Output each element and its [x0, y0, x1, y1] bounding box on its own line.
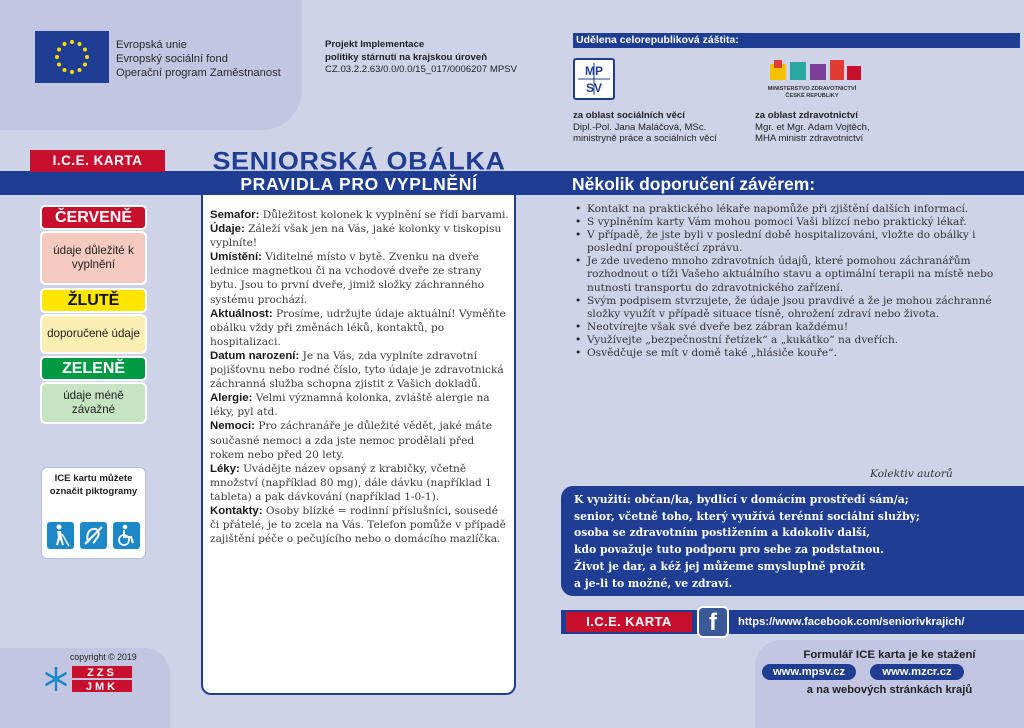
usage-line: K využití: občan/ka, bydlící v domácím prostředí sám/a; [574, 493, 909, 506]
download-title: Formulář ICE karta je ke stažení [803, 649, 976, 661]
rule-key: Umístění: [210, 251, 262, 264]
eu-star [57, 48, 61, 52]
usage-line: osoba se zdravotním postižením a kdokoliv další, [574, 526, 870, 540]
rule-item [210, 504, 510, 546]
facebook-icon[interactable] [697, 606, 729, 638]
mpsv-logo-top: MP [585, 64, 603, 78]
eu-line: Evropský sociální fond [116, 53, 228, 65]
legend-green-text: údaje méně závažné [63, 388, 124, 416]
legend-yellow-head: ŽLUTĚ [40, 288, 147, 313]
blind-person-icon [47, 522, 74, 549]
eu-text [116, 38, 281, 80]
facebook-glyph: f [709, 609, 717, 636]
copyright: copyright © 2019 [70, 652, 137, 662]
recommendation-item: • Svým podpisem stvrzujete, že údaje jsou pravdivé a že je mohou záchranné složky využít v případě situace tísně, ohrožení zdraví nebo života. [573, 295, 1003, 321]
rule-key: Datum narození: [210, 349, 300, 362]
mpsv-web-link[interactable]: www.mpsv.cz [762, 664, 856, 680]
patronage-title: Udělena celorepubliková záštita: [573, 33, 1020, 48]
project-info [325, 39, 517, 77]
rule-key: Aktuálnost: [210, 307, 273, 320]
legend-yellow-body [40, 314, 147, 354]
mzcr-caption-line: ČESKÉ REPUBLIKY [785, 93, 839, 99]
legend-red-head: ČERVENĚ [40, 205, 147, 230]
usage-text [574, 492, 1014, 592]
rules-text [210, 208, 510, 546]
project-line: Projekt Implementace [325, 39, 425, 50]
mpsv-logo-icon [573, 58, 615, 100]
usage-line: a je-li to možné, ve zdraví. [574, 576, 733, 590]
usage-line: senior, včetně toho, který využívá terénní sociální služby; [574, 509, 920, 523]
rule-item [210, 250, 510, 306]
rules-title: PRAVIDLA PRO VYPLNĚNÍ [240, 174, 478, 194]
eu-line: Operační program Zaměstnanost [116, 67, 281, 79]
rule-item [210, 419, 510, 461]
eu-star [83, 48, 87, 52]
recommendation-item: • Využívejte „bezpečnostní řetízek“ a „kukátko“ na dveřích. [573, 334, 1003, 347]
ice-karta-badge: I.C.E. KARTA [30, 150, 165, 172]
eu-star [78, 68, 82, 72]
recommendations-title: Několik doporučení závěrem: [572, 174, 816, 194]
eu-star [78, 42, 82, 46]
rule-key: Nemoci: [210, 420, 255, 433]
rule-item [210, 349, 510, 391]
rule-text: Je na Vás, zda vyplníte zdravotní pojišťovnu nebo rodné číslo, tyto údaje je zdravotnická záchranná služba schopna zjistit z Vašich dokladů. [210, 349, 504, 391]
eu-star [57, 63, 61, 67]
mzcr-caption-line: MINISTERSTVO ZDRAVOTNICTVÍ [767, 86, 857, 92]
mpsv-logo-bottom: SV [585, 81, 603, 95]
recommendation-list [573, 203, 1003, 360]
rule-text: Uvádějte název opsaný z krabičky, včetně množství (například 80 mg), dále dávku (například 1 tableta) a pak dávkování (například 1-0-1). [210, 462, 492, 503]
zzs-logo-top: ZZS [87, 667, 117, 679]
patron-social-line: Dipl.-Pol. Jana Maláčová, MSc. [573, 121, 707, 133]
ice-karta-badge-footer: I.C.E. KARTA [566, 612, 692, 632]
rule-text: Velmi významná kolonka, zvláště alergie na léky, pyl atd. [210, 392, 490, 419]
legend-red-text: údaje důležité k vyplnění [53, 243, 134, 271]
rule-item [210, 307, 510, 349]
eu-star [63, 42, 67, 46]
rule-key: Semafor: [210, 209, 260, 221]
rule-key: Kontakty: [210, 504, 263, 517]
zzs-jmk-logo-icon [42, 664, 138, 694]
eu-star [70, 40, 74, 44]
recommendation-item: • Je zde uvedeno mnoho zdravotních údajů, které pomohou záchranářům rozhodnout o tíži Vašeho aktuálního stavu a optimální terapii na místě nebo nutnosti transportu do zdravotnického zařízení. [573, 255, 1003, 294]
wheelchair-icon [113, 522, 140, 549]
pictogram-caption: ICE kartu můžete označit piktogramy [49, 473, 138, 497]
hearing-impaired-icon [80, 522, 107, 549]
usage-line: kdo považuje tuto podporu pro sebe za podstatnou. [574, 543, 884, 557]
eu-star [70, 70, 74, 74]
rule-key: Alergie: [210, 392, 253, 405]
rule-text: Pro záchranáře je důležité vědět, jaké máte současné nemoci a zda jste nemoc prodělali před rokem nebo před 20 lety. [210, 420, 493, 461]
eu-star [63, 68, 67, 72]
eu-star [55, 55, 59, 59]
patron-health-heading: za oblast zdravotnictví [755, 110, 858, 121]
main-title: SENIORSKÁ OBÁLKA [212, 147, 506, 175]
rule-text: Důležitost kolonek k vyplnění se řídí barvami. [259, 209, 509, 221]
eu-star [83, 63, 87, 67]
recommendation-item: • Neotvírejte však své dveře bez zábran každému! [573, 321, 1003, 334]
rule-item [210, 391, 510, 419]
zzs-logo-bottom: JMK [85, 681, 119, 693]
legend-green-body [40, 382, 147, 424]
patron-health [755, 110, 870, 145]
patron-social [573, 110, 717, 145]
recommendation-item: • S vyplněním karty Vám mohou pomoci Vaši blízcí nebo praktický lékař. [573, 216, 1003, 229]
legend-green-head: ZELENĚ [40, 356, 147, 381]
mzcr-web-link[interactable]: www.mzcr.cz [870, 664, 964, 680]
mzcr-logo-icon [768, 56, 864, 86]
patron-social-line: ministryně práce a sociálních věcí [573, 133, 717, 144]
eu-line: Evropská unie [116, 39, 187, 51]
rule-text: Viditelné místo v bytě. Zvenku na dveře lednice magnetkou či na vchodové dveře ze strany bytu. Jsou to první dveře, jimiž složky záchranného systému prochází. [210, 251, 485, 306]
legend-yellow-text: doporučené údaje [47, 326, 140, 340]
rule-text: Osoby blízké = rodinní příslušníci, sousedé či přátelé, je to zcela na Vás. Telefon pomůže v případě zajištění péče o pečujícího nebo o domácího mazlíčka. [210, 504, 506, 546]
download-subtitle: a na webových stránkách krajů [806, 684, 973, 696]
rule-key: Údaje: [210, 223, 245, 236]
recommendation-item: • V případě, že jste byli v poslední době hospitalizováni, vložte do obálky i poslední propouštěcí zprávu. [573, 229, 1003, 255]
authors: Kolektiv autorů [870, 468, 953, 480]
rule-item [210, 222, 510, 250]
rule-key: Léky: [210, 462, 240, 475]
project-line: politiky stárnutí na krajskou úroveň [325, 51, 488, 63]
eu-star [85, 55, 89, 59]
rule-text: Prosíme, udržujte údaje aktuální! Vyměňte obálku vždy při změnách léků, kontaktů, po hospitalizaci. [210, 307, 506, 348]
usage-line: Život je dar, a kéž jej můžeme smysluplně prožít [574, 559, 866, 573]
mzcr-caption [757, 86, 867, 100]
recommendation-item: • Kontakt na praktického lékaře napomůže při zjištění dalších informací. [573, 203, 1003, 216]
recommendation-item: • Osvědčuje se mít v domě také „hlásiče kouře“. [573, 347, 1003, 360]
patron-health-line: Mgr. et Mgr. Adam Vojtěch, [755, 121, 870, 133]
rule-item [210, 462, 510, 504]
project-code: CZ.03.2.2.63/0.0/0.0/15_017/0006207 MPSV [325, 64, 518, 75]
legend-red-body [40, 231, 147, 285]
patron-health-line: MHA ministr zdravotnictví [755, 133, 864, 144]
patron-social-heading: za oblast sociálních věcí [573, 110, 685, 121]
rule-item [210, 208, 510, 222]
facebook-link[interactable]: https://www.facebook.com/seniorivkrajich/ [738, 616, 965, 628]
eu-flag-icon [35, 31, 109, 83]
rule-text: Záleží však jen na Vás, jaké kolonky v tiskopisu vyplníte! [210, 223, 502, 250]
